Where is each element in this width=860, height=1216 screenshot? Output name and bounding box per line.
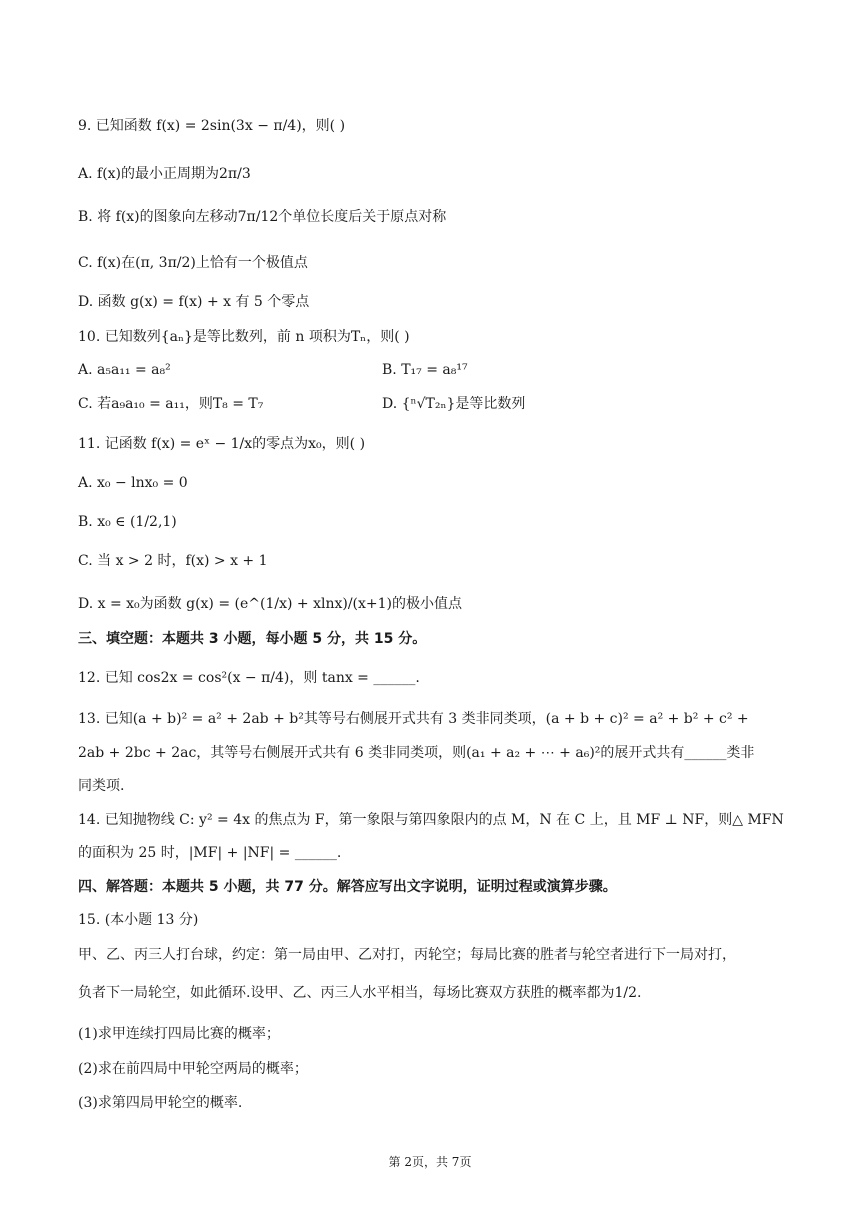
question-11-option-c: C. 当 x > 2 时，f(x) > x + 1: [78, 553, 268, 569]
question-10-stem: 10. 已知数列{aₙ}是等比数列，前 n 项积为Tₙ，则( ): [78, 329, 410, 345]
question-9-stem: 9. 已知函数 f(x) = 2sin(3x − π/4)，则( ): [78, 118, 346, 134]
question-9-option-b: B. 将 f(x)的图象向左移动7π/12个单位长度后关于原点对称: [78, 209, 447, 225]
question-9-option-a: A. f(x)的最小正周期为2π/3: [78, 166, 251, 182]
page-footer: 第 2页，共 7页: [388, 1155, 472, 1169]
question-15-part-3: (3)求第四局甲轮空的概率.: [78, 1095, 243, 1111]
question-15-part-2: (2)求在前四局中甲轮空两局的概率；: [78, 1061, 308, 1077]
question-14-line-2: 的面积为 25 时，|MF| + |NF| = ______.: [78, 845, 342, 861]
question-11-option-d: D. x = x₀为函数 g(x) = (e^(1/x) + xlnx)/(x+1)的极小值点: [78, 596, 462, 612]
question-13-line-2: 2ab + 2bc + 2ac，其等号右侧展开式共有 6 类非同类项，则(a₁ + a₂ + ⋯ + a₆)²的展开式共有______类非: [78, 745, 755, 761]
question-9-option-c: C. f(x)在(π, 3π/2)上恰有一个极值点: [78, 255, 308, 271]
question-13-line-3: 同类项.: [78, 778, 125, 794]
question-10-option-c: C. 若a₉a₁₀ = a₁₁，则T₈ = T₇: [78, 396, 264, 412]
question-9-option-d: D. 函数 g(x) = f(x) + x 有 5 个零点: [78, 294, 310, 310]
section-3-heading: 三、填空题：本题共 3 小题，每小题 5 分，共 15 分。: [78, 631, 427, 647]
question-11-option-a: A. x₀ − lnx₀ = 0: [78, 475, 188, 491]
question-10-option-b: B. T₁₇ = a₈¹⁷: [382, 362, 468, 378]
question-15-line-1: 甲、乙、丙三人打台球，约定：第一局由甲、乙对打，丙轮空；每局比赛的胜者与轮空者进行下一局对打，: [78, 947, 736, 963]
question-14-line-1: 14. 已知抛物线 C: y² = 4x 的焦点为 F，第一象限与第四象限内的点 M，N 在 C 上，且 MF ⊥ NF，则△ MFN: [78, 812, 784, 828]
question-12: 12. 已知 cos2x = cos²(x − π/4)，则 tanx = ______.: [78, 670, 420, 686]
question-11-option-b: B. x₀ ∈ (1/2,1): [78, 514, 177, 530]
section-4-heading: 四、解答题：本题共 5 小题，共 77 分。解答应写出文字说明，证明过程或演算步骤。: [78, 879, 617, 895]
question-11-stem: 11. 记函数 f(x) = eˣ − 1/x的零点为x₀，则( ): [78, 436, 366, 452]
question-10-option-d: D. {ⁿ√T₂ₙ}是等比数列: [382, 396, 526, 412]
question-10-option-a: A. a₅a₁₁ = a₈²: [78, 362, 171, 378]
question-15-part-1: (1)求甲连续打四局比赛的概率；: [78, 1026, 280, 1042]
question-15-header: 15. (本小题 13 分): [78, 912, 199, 928]
question-15-line-2: 负者下一局轮空，如此循环.设甲、乙、丙三人水平相当，每场比赛双方获胜的概率都为1/2.: [78, 985, 642, 1001]
question-13-line-1: 13. 已知(a + b)² = a² + 2ab + b²其等号右侧展开式共有 3 类非同类项，(a + b + c)² = a² + b² + c² +: [78, 711, 749, 727]
